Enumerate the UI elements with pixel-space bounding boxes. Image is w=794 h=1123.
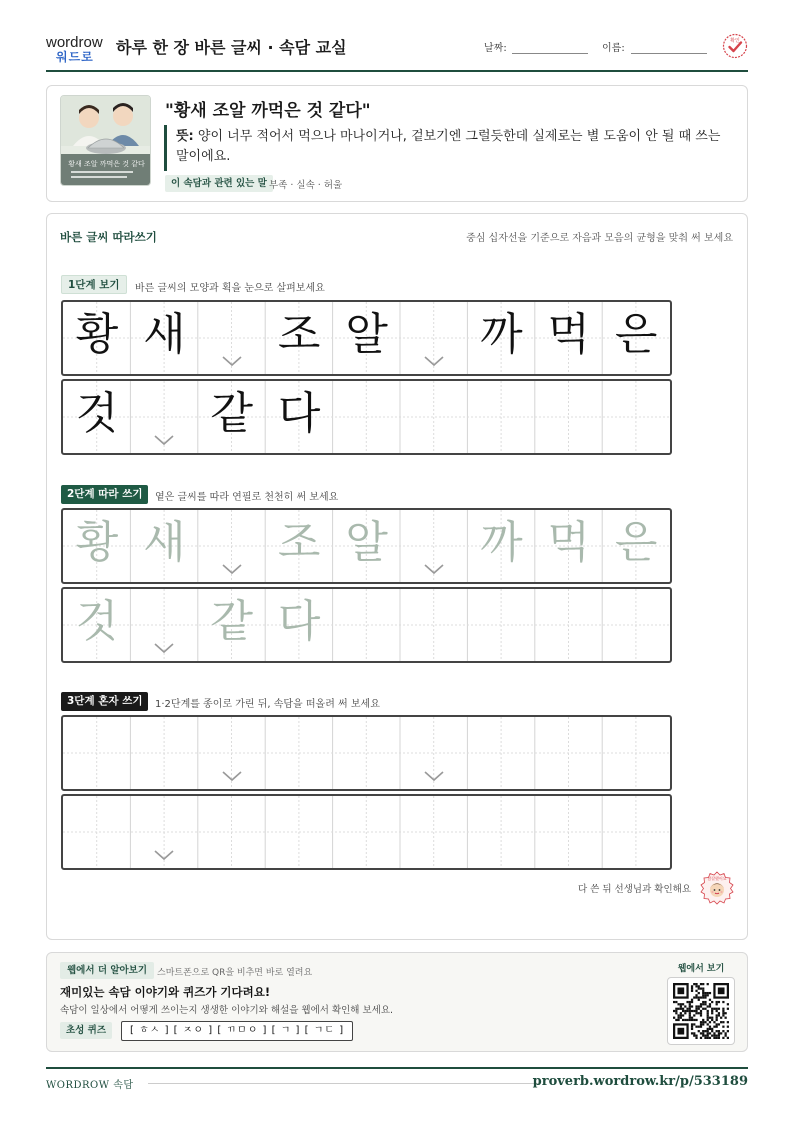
word-space-chevron-icon [154,849,174,861]
date-field[interactable] [512,53,588,54]
practice-character: 다 [277,388,321,439]
practice-character: 알 [345,309,388,360]
web-description: 속담이 일상에서 어떻게 쓰이는지 생생한 이야기와 해설을 웹에서 확인해 보세요. [60,1005,394,1016]
practice-card [46,213,748,940]
footer-brand: WORDROW 속담 [46,1080,134,1091]
step2-row-1[interactable] [61,508,672,584]
step1-description: 바른 글씨의 모양과 획을 눈으로 살펴보세요 [135,283,325,294]
check-stamp-text: 확인 [730,38,740,44]
practice-character: 것 [75,596,119,647]
word-space-chevron-icon [424,770,444,782]
initial-quiz-label: 초성 퀴즈 [60,1022,112,1039]
word-space-chevron-icon [424,563,444,575]
practice-character: 조 [277,517,321,568]
practice-character: 같 [210,388,254,439]
name-field[interactable] [631,53,707,54]
practice-section-hint: 중심 십자선을 기준으로 자음과 모음의 균형을 맞춰 써 보세요 [466,233,733,244]
practice-character: 황 [75,517,119,568]
word-space-chevron-icon [424,355,444,367]
logo-wordmark: wordrow [46,34,103,51]
step1-row-2 [61,379,672,455]
initial-quiz-box: [ ㅎㅅ ] [ ㅈㅇ ] [ ㄲㅁㅇ ] [ ㄱ ] [ ㄱㄷ ] [121,1021,353,1041]
qr-code[interactable] [667,977,735,1045]
footer-url-link[interactable]: proverb.wordrow.kr/p/533189 [532,1074,748,1089]
related-words: 부족 · 실속 · 허울 [269,180,343,191]
check-stamp-icon [722,33,748,59]
qr-code-icon [673,983,729,1039]
finish-note: 다 쓴 뒤 선생님과 확인해요 [577,884,691,895]
word-space-chevron-icon [154,434,174,446]
writing-grid [63,717,670,789]
practice-character: 것 [75,388,119,439]
footer-rule [148,1083,538,1084]
practice-character: 까 [480,309,523,360]
proverb-illustration [60,95,151,186]
step2-row-2[interactable] [61,587,672,663]
step3-row-1[interactable] [61,715,672,791]
teacher-stamp-icon [700,871,734,905]
word-space-chevron-icon [222,355,242,367]
practice-section-title: 바른 글씨 따라쓰기 [60,230,157,244]
practice-character: 알 [345,517,388,568]
step1-badge: 1단계 보기 [61,275,127,294]
illustration-image [61,96,151,186]
practice-character: 같 [210,596,254,647]
illustration-caption: 황새 조알 까먹은 것 같다 [68,160,145,168]
wordrow-logo [46,34,108,64]
web-title: 재미있는 속담 이야기와 퀴즈가 기다려요! [60,985,271,999]
practice-character: 조 [277,309,321,360]
web-qr-hint: 스마트폰으로 QR을 비추면 바로 열려요 [157,968,313,978]
footer-divider [46,1067,748,1069]
qr-label: 웹에서 보기 [677,964,725,974]
practice-character: 까 [480,517,523,568]
page-title: 하루 한 장 바른 글씨 · 속담 교실 [116,38,347,57]
related-words-label: 이 속담과 관련 있는 말 [165,175,273,192]
practice-character: 다 [277,596,321,647]
web-more-badge: 웹에서 더 알아보기 [60,962,154,979]
step1-row-1 [61,300,672,376]
practice-character: 새 [143,309,186,360]
logo-korean: 워드로 [56,50,94,64]
word-space-chevron-icon [222,770,242,782]
web-more-card [46,952,748,1052]
practice-character: 은 [614,309,658,360]
meaning-text: 양이 너무 적어서 먹으나 마나이거나, 겉보기엔 그럴듯한데 실제로는 별 도움이 안 될 때 쓰는 말이에요. [176,129,721,164]
name-label: 이름: [602,43,625,54]
teacher-stamp-text: 참잘했어요 [707,876,727,881]
practice-character: 황 [75,309,119,360]
step3-row-2[interactable] [61,794,672,870]
proverb-title: "황새 조알 까먹은 것 같다" [165,101,371,121]
practice-character: 먹 [547,517,591,568]
proverb-card [46,85,748,202]
step2-description: 옅은 글씨를 따라 연필로 천천히 써 보세요 [155,492,339,503]
word-space-chevron-icon [154,642,174,654]
practice-character: 은 [614,517,658,568]
step3-badge: 3단계 혼자 쓰기 [61,692,148,711]
proverb-meaning [176,127,736,167]
practice-character: 먹 [547,309,591,360]
practice-character: 새 [143,517,186,568]
page-header [46,30,748,72]
word-space-chevron-icon [222,563,242,575]
meaning-accent-bar [164,125,167,171]
step2-badge: 2단계 따라 쓰기 [61,485,148,504]
step3-description: 1·2단계를 종이로 가린 뒤, 속담을 떠올려 써 보세요 [155,699,380,710]
date-label: 날짜: [484,43,507,54]
meaning-label: 뜻: [176,129,194,144]
